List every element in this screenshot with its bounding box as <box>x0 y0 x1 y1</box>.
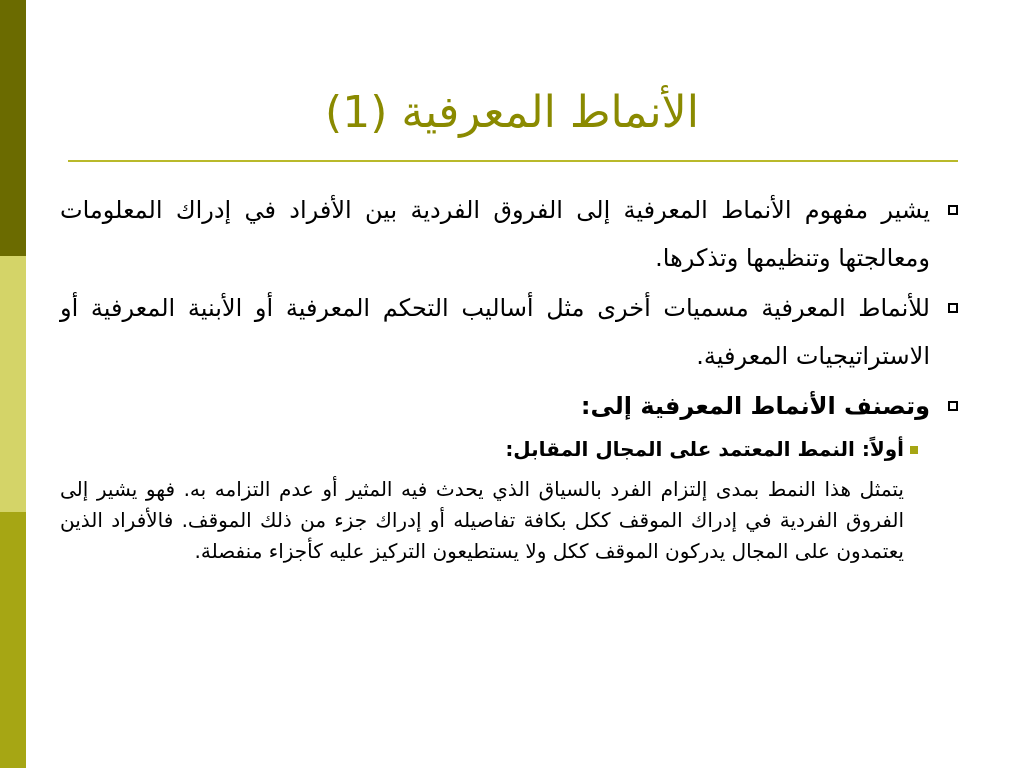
bullet-text: يشير مفهوم الأنماط المعرفية إلى الفروق الفردية بين الأفراد في إدراك المعلومات ومعالجتها وتنظيمها وتذكرها. <box>60 196 930 272</box>
title-divider <box>68 160 958 162</box>
hollow-square-bullet-icon <box>948 303 958 313</box>
sub-bullet-item <box>60 432 960 466</box>
sidebar-band-dark <box>0 0 26 256</box>
bullet-item-1 <box>60 186 960 282</box>
filled-square-bullet-icon <box>910 446 918 454</box>
sidebar-band-mid <box>0 512 26 768</box>
bullet-item-3 <box>60 382 960 430</box>
decorative-sidebar <box>0 0 26 768</box>
description-paragraph: يتمثل هذا النمط بمدى إلتزام الفرد بالسياق الذي يحدث فيه المثير أو عدم التزامه به. فهو يشير إلى الفروق الفردية في إدراك الموقف ككل بكافة تفاصيله أو إدراك جزء من ذلك الموقف. فالأفراد الذين يعتمدون على المجال يدركون الموقف ككل ولا يستطيعون التركيز عليه كأجزاء منفصلة. <box>60 477 904 563</box>
bullet-item-2 <box>60 284 960 380</box>
hollow-square-bullet-icon <box>948 205 958 215</box>
hollow-square-bullet-icon <box>948 401 958 411</box>
bullet-text: وتصنف الأنماط المعرفية إلى: <box>580 392 930 420</box>
sidebar-band-light <box>0 256 26 512</box>
sub-bullet-text: أولاً: النمط المعتمد على المجال المقابل: <box>505 437 904 461</box>
slide-content <box>60 186 960 567</box>
slide-title: الأنماط المعرفية (1) <box>325 87 699 138</box>
bullet-text: للأنماط المعرفية مسميات أخرى مثل أساليب التحكم المعرفية أو الأبنية المعرفية أو الاستراتيجيات المعرفية. <box>60 294 930 370</box>
